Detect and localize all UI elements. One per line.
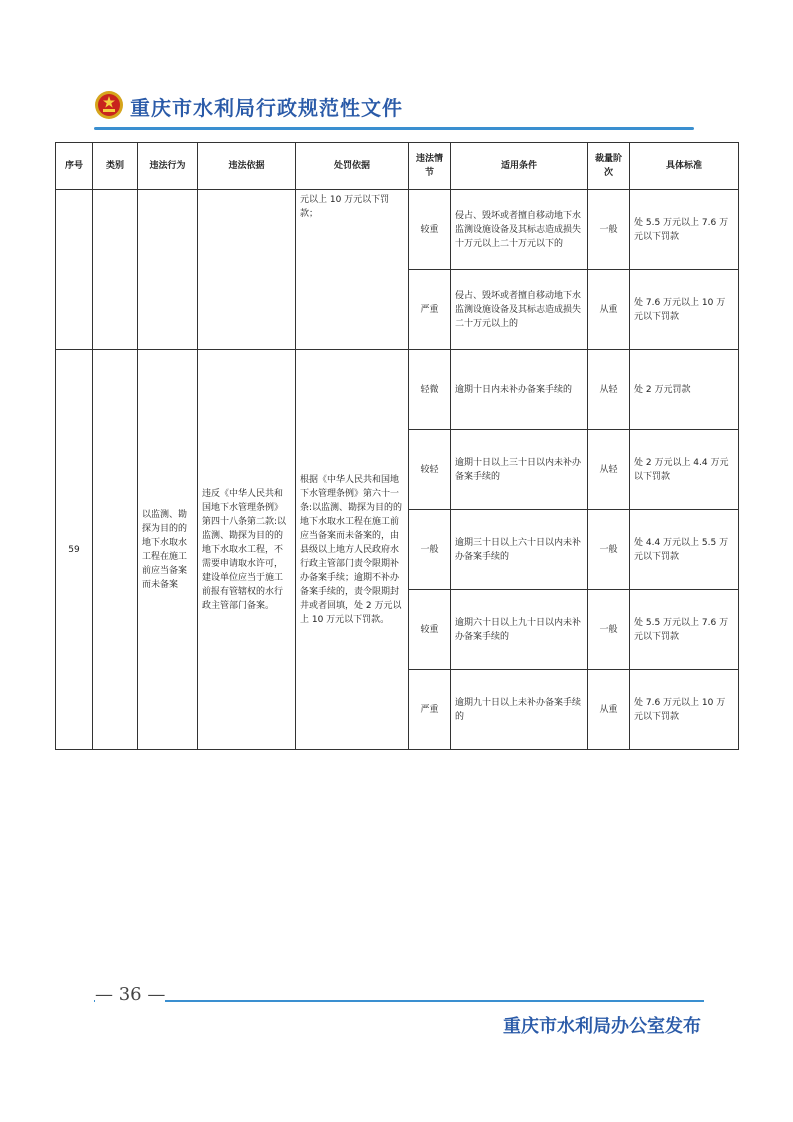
col-header: 处罚依据 bbox=[296, 143, 409, 190]
col-header: 裁量阶次 bbox=[588, 143, 630, 190]
cell-circumstance: 轻微 bbox=[409, 350, 451, 430]
cell-level: 一般 bbox=[588, 190, 630, 270]
cell-penalty-basis: 根据《中华人民共和国地下水管理条例》第六十一条:以监测、勘探为目的的地下水取水工程在施工前应当备案而未备案的，由县级以上地方人民政府水行政主管部门责令限期补办备案手续；逾期不补办备案手续的，责令限期封井或者回填，处 2 万元以上 10 万元以下罚款。 bbox=[296, 350, 409, 750]
col-header: 类别 bbox=[93, 143, 138, 190]
header-title: 重庆市水利局行政规范性文件 bbox=[130, 96, 403, 120]
cell-condition: 逾期六十日以上九十日以内未补办备案手续的 bbox=[451, 590, 588, 670]
cell-penalty-basis: 元以上 10 万元以下罚款； bbox=[296, 190, 409, 350]
cell-level: 从重 bbox=[588, 270, 630, 350]
table-row bbox=[56, 190, 739, 270]
header-divider bbox=[94, 127, 694, 130]
cell-standard: 处 5.5 万元以上 7.6 万元以下罚款 bbox=[630, 590, 739, 670]
col-header: 具体标准 bbox=[630, 143, 739, 190]
cell-condition: 逾期九十日以上未补办备案手续的 bbox=[451, 670, 588, 750]
page-number: — 36 — bbox=[95, 984, 166, 1005]
col-header: 序号 bbox=[56, 143, 93, 190]
cell-category bbox=[93, 350, 138, 750]
cell-category bbox=[93, 190, 138, 350]
cell-circumstance: 较轻 bbox=[409, 430, 451, 510]
cell-circumstance: 较重 bbox=[409, 190, 451, 270]
col-header: 违法依据 bbox=[198, 143, 296, 190]
cell-violation bbox=[198, 190, 296, 350]
cell-condition: 侵占、毁坏或者擅自移动地下水监测设施设备及其标志造成损失十万元以上二十万元以下的 bbox=[451, 190, 588, 270]
national-emblem-icon bbox=[94, 90, 124, 120]
cell-circumstance: 严重 bbox=[409, 270, 451, 350]
cell-condition: 逾期十日内未补办备案手续的 bbox=[451, 350, 588, 430]
cell-standard: 处 7.6 万元以上 10 万元以下罚款 bbox=[630, 270, 739, 350]
table-row bbox=[56, 350, 739, 430]
cell-standard: 处 7.6 万元以上 10 万元以下罚款 bbox=[630, 670, 739, 750]
cell-standard: 处 4.4 万元以上 5.5 万元以下罚款 bbox=[630, 510, 739, 590]
cell-circumstance: 较重 bbox=[409, 590, 451, 670]
cell-level: 从重 bbox=[588, 670, 630, 750]
cell-circumstance: 一般 bbox=[409, 510, 451, 590]
cell-condition: 侵占、毁坏或者擅自移动地下水监测设施设备及其标志造成损失二十万元以上的 bbox=[451, 270, 588, 350]
cell-violation: 违反《中华人民共和国地下水管理条例》第四十八条第二款:以监测、勘探为目的的地下水取水工程，不需要申请取水许可，建设单位应当于施工前报有管辖权的水行政主管部门备案。 bbox=[198, 350, 296, 750]
cell-level: 从轻 bbox=[588, 350, 630, 430]
penalty-standards-table bbox=[55, 142, 739, 750]
cell-standard: 处 5.5 万元以上 7.6 万元以下罚款 bbox=[630, 190, 739, 270]
table-header-row bbox=[56, 143, 739, 190]
cell-no: 59 bbox=[56, 350, 93, 750]
cell-standard: 处 2 万元以上 4.4 万元以下罚款 bbox=[630, 430, 739, 510]
cell-condition: 逾期十日以上三十日以内未补办备案手续的 bbox=[451, 430, 588, 510]
col-header: 违法情节 bbox=[409, 143, 451, 190]
cell-act: 以监测、勘探为目的的地下水取水工程在施工前应当备案而未备案 bbox=[138, 350, 198, 750]
cell-act bbox=[138, 190, 198, 350]
col-header: 违法行为 bbox=[138, 143, 198, 190]
col-header: 适用条件 bbox=[451, 143, 588, 190]
cell-level: 一般 bbox=[588, 510, 630, 590]
cell-standard: 处 2 万元罚款 bbox=[630, 350, 739, 430]
cell-level: 从轻 bbox=[588, 430, 630, 510]
footer-divider bbox=[94, 1000, 704, 1002]
cell-level: 一般 bbox=[588, 590, 630, 670]
document-header bbox=[94, 86, 694, 126]
cell-circumstance: 严重 bbox=[409, 670, 451, 750]
cell-no bbox=[56, 190, 93, 350]
cell-condition: 逾期三十日以上六十日以内未补办备案手续的 bbox=[451, 510, 588, 590]
publisher-line: 重庆市水利局办公室发布 bbox=[503, 1016, 701, 1037]
